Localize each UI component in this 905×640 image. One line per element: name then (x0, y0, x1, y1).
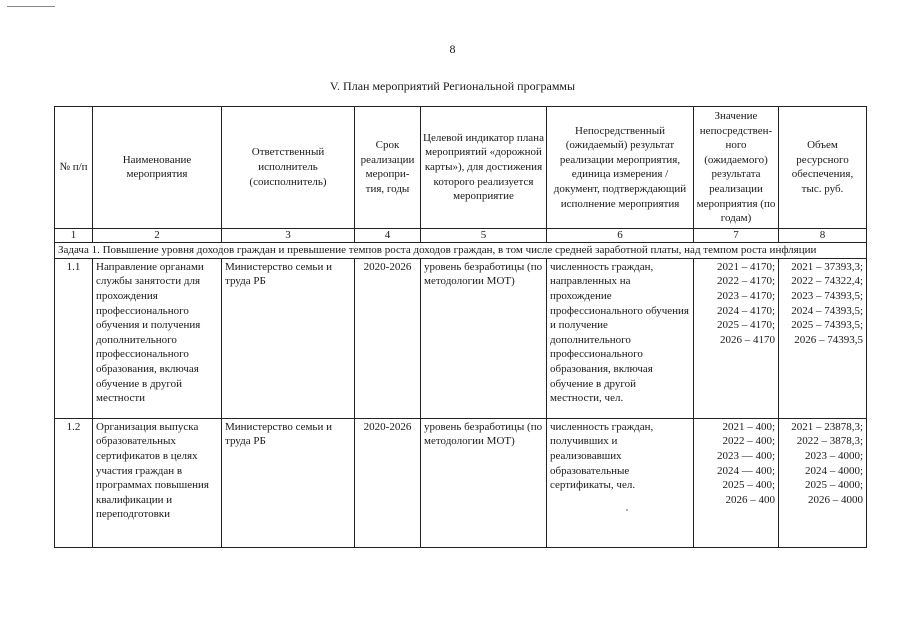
value-line: 2026 – 4170 (720, 333, 775, 346)
header-indicator: Целевой индикатор плана мероприятий «дорожной карты»), для достижения которого реализуется мероприятие (421, 107, 547, 229)
expected-result: численность граждан, направленных на прохождение профессионального обучения и получение дополнительного профессионального образования, включая обучение в другой местности, чел. (547, 258, 694, 418)
measure-name: Направление органами службы занятости для прохождения профессионального обучения и получения дополнительного профессионального образования, включая обучение в другой местности (93, 258, 222, 418)
header-funding: Объем ресурсного обеспечения, тыс. руб. (779, 107, 867, 229)
funding-line: 2024 – 4000; (804, 464, 863, 477)
value-line: 2021 – 400; (722, 420, 775, 433)
column-number: 4 (355, 228, 421, 242)
table-row (55, 418, 867, 547)
value-line: 2024 — 400; (716, 464, 775, 477)
expected-result: численность граждан, получивших и реализовавших образовательные сертификаты, чел. (547, 418, 694, 547)
page-number: 8 (449, 42, 456, 56)
value-line: 2025 – 4170; (716, 319, 775, 332)
row-number: 1.2 (55, 418, 93, 547)
column-number: 5 (421, 228, 547, 242)
funding-line: 2025 – 4000; (804, 479, 863, 492)
column-number: 1 (55, 228, 93, 242)
result-values (694, 258, 779, 418)
funding-line: 2021 – 23878,3; (791, 420, 863, 433)
value-line: 2026 – 400 (725, 493, 775, 506)
funding-line: 2023 – 4000; (804, 449, 863, 462)
column-number: 7 (694, 228, 779, 242)
funding-values (779, 258, 867, 418)
period: 2020-2026 (355, 418, 421, 547)
column-number: 3 (222, 228, 355, 242)
funding-line: 2026 – 4000 (808, 493, 863, 506)
task-row (55, 242, 867, 258)
section-title: V. План мероприятий Региональной программы (329, 79, 576, 93)
header-values: Значение непосредствен-ного (ожидаемого) результата реализации мероприятия (по годам) (694, 107, 779, 229)
funding-line: 2026 – 74393,5 (794, 333, 863, 346)
funding-line: 2022 – 74322,4; (791, 275, 863, 288)
value-line: 2023 — 400; (716, 449, 775, 462)
funding-line: 2023 – 74393,5; (791, 289, 863, 302)
executor: Министерство семьи и труда РБ (222, 258, 355, 418)
funding-line: 2025 – 74393,5; (791, 319, 863, 332)
column-number: 8 (779, 228, 867, 242)
action-plan-table (54, 106, 867, 548)
value-line: 2022 – 400; (722, 435, 775, 448)
task-title: Задача 1. Повышение уровня доходов граждан и превышение темпов роста доходов граждан, в том числе средней заработной платы, над темпом роста инфляции (55, 242, 867, 258)
executor: Министерство семьи и труда РБ (222, 418, 355, 547)
value-line: 2023 – 4170; (716, 289, 775, 302)
column-number-row (55, 228, 867, 242)
result-values (694, 418, 779, 547)
period: 2020-2026 (355, 258, 421, 418)
header-result: Непосредственный (ожидаемый) результат реализации мероприятия, единица измерения / документ, подтверждающий исполнение мероприятия (547, 107, 694, 229)
target-indicator: уровень безработицы (по методологии МОТ) (421, 258, 547, 418)
column-number: 6 (547, 228, 694, 242)
value-line: 2021 – 4170; (716, 260, 775, 273)
funding-values (779, 418, 867, 547)
value-line: 2025 – 400; (722, 479, 775, 492)
scan-speck (626, 509, 628, 511)
row-number: 1.1 (55, 258, 93, 418)
header-period: Срок реализации меропри-тия, годы (355, 107, 421, 229)
header-num: № п/п (55, 107, 93, 229)
table-row (55, 258, 867, 418)
target-indicator: уровень безработицы (по методологии МОТ) (421, 418, 547, 547)
funding-line: 2024 – 74393,5; (791, 304, 863, 317)
measure-name: Организация выпуска образовательных сертификатов в целях участия граждан в программах повышения квалификации и переподготовки (93, 418, 222, 547)
value-line: 2022 – 4170; (716, 275, 775, 288)
funding-line: 2022 – 3878,3; (796, 435, 863, 448)
value-line: 2024 – 4170; (716, 304, 775, 317)
column-number: 2 (93, 228, 222, 242)
scan-corner-mark (7, 6, 55, 7)
header-name: Наименование мероприятия (93, 107, 222, 229)
table-header-row (55, 107, 867, 229)
header-executor: Ответственный исполнитель (соисполнитель) (222, 107, 355, 229)
funding-line: 2021 – 37393,3; (791, 260, 863, 273)
